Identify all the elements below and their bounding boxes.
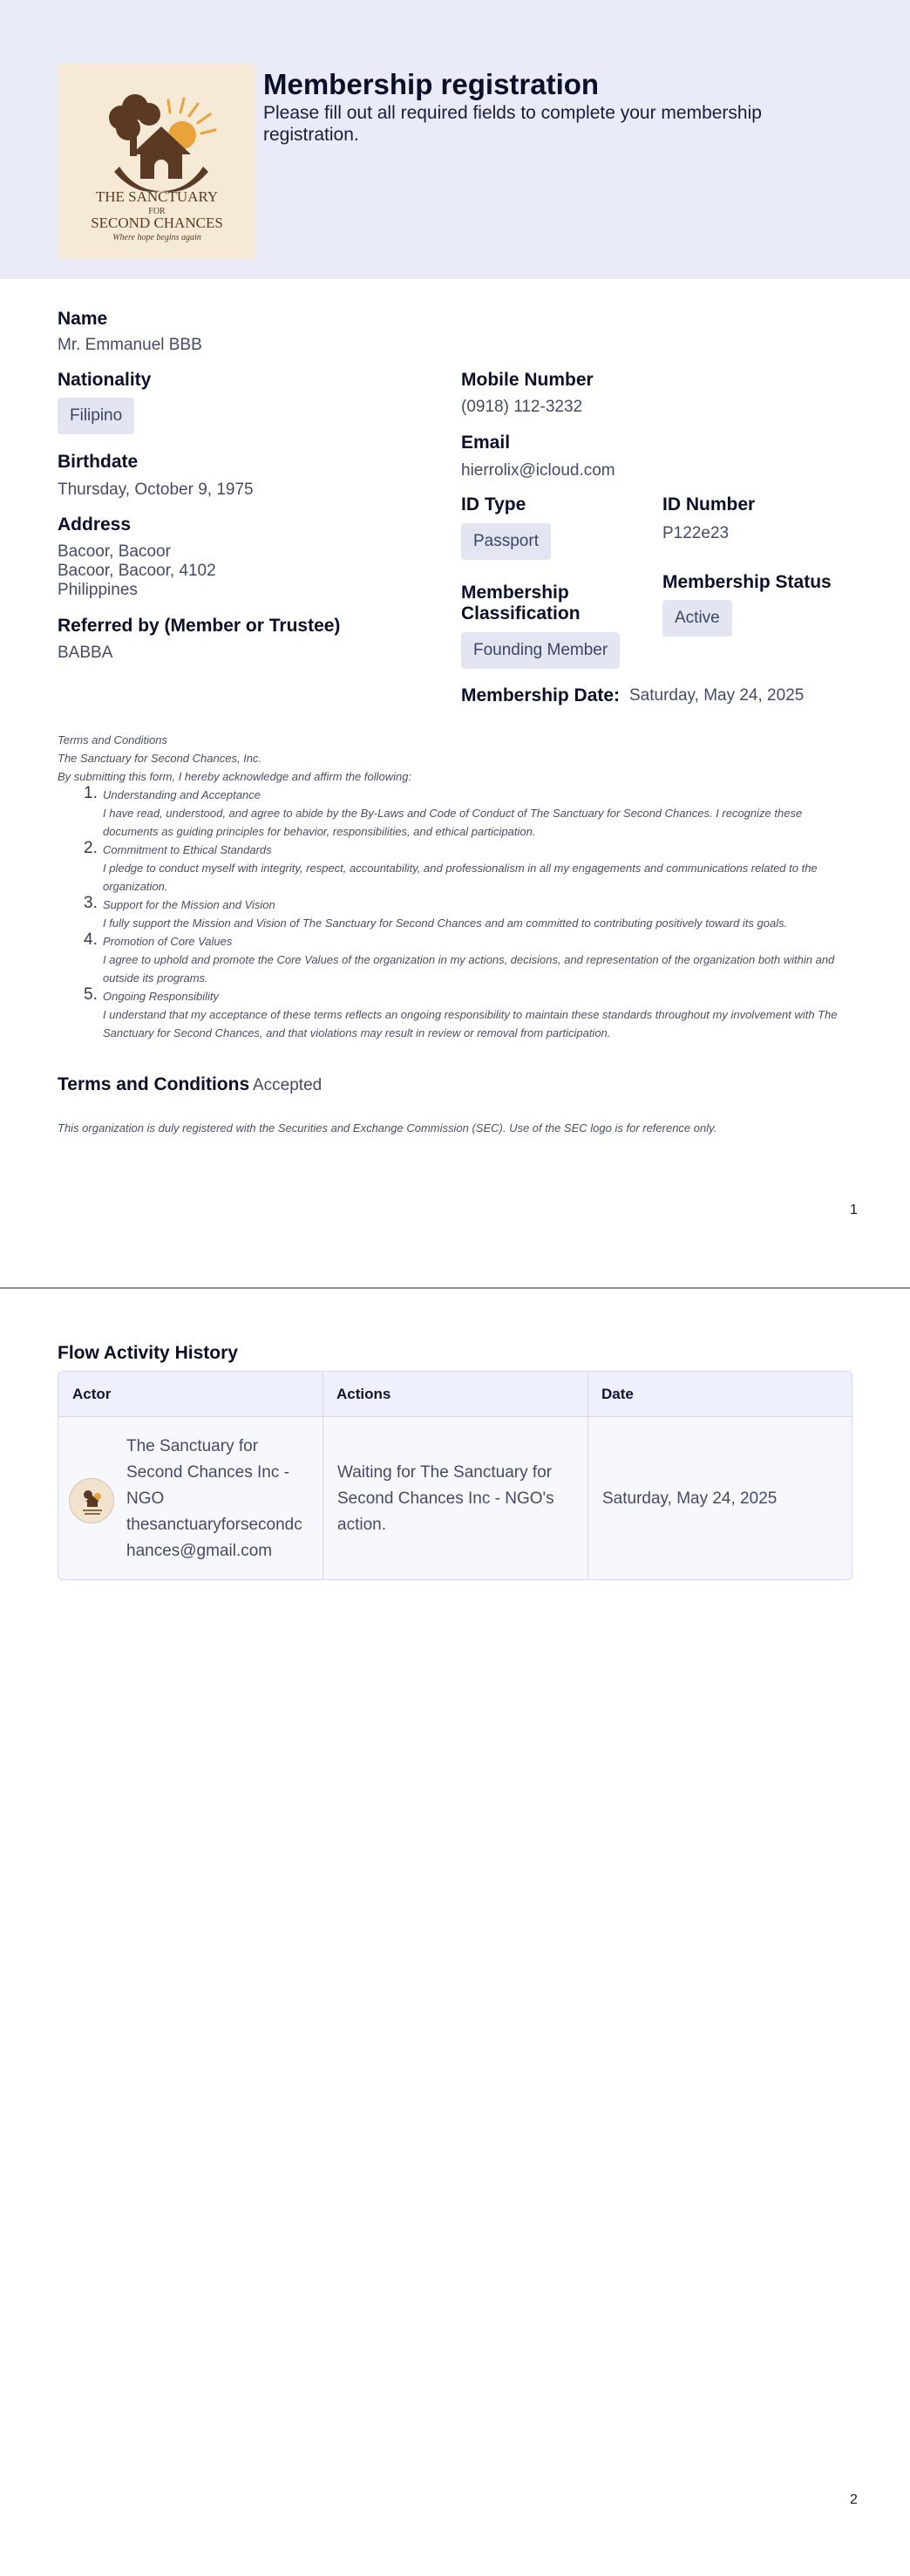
form-header (0, 0, 910, 279)
actor-name-line-3: NGO (126, 1489, 165, 1508)
classification-label-line-2: Classification (461, 603, 581, 624)
actor-name-line-1: The Sanctuary for (126, 1437, 259, 1455)
terms-item-text: I understand that my acceptance of these terms reflects an ongoing responsibility to maintain these standards throughout my involvement with The Sanctuary for Second Chances, and that violations may result in review or removal from participation. (103, 1008, 838, 1039)
sanctuary-logo-icon (58, 64, 255, 259)
terms-item (103, 987, 859, 1042)
terms-item (103, 896, 859, 932)
referred-by-label: Referred by (Member or Trustee) (58, 616, 341, 636)
terms-item (103, 932, 859, 987)
terms-status-value: Accepted (253, 1076, 323, 1094)
history-table (58, 1371, 852, 1580)
terms-item-text: I fully support the Mission and Vision of The Sanctuary for Second Chances and am committed to contributing positively toward its goals. (103, 917, 788, 930)
terms-item-text: I have read, understood, and agree to abide by the By-Laws and Code of Conduct of The Sanctuary for Second Chances. I recognize these documents as guiding principles for behavior, responsibilities, and ethical participation. (103, 807, 803, 838)
actor-name-line-2: Second Chances Inc - (126, 1463, 289, 1482)
terms-item-title: Support for the Mission and Vision (103, 898, 275, 911)
terms-org: The Sanctuary for Second Chances, Inc. (58, 752, 262, 765)
terms-list (103, 786, 859, 1042)
birthdate-label: Birthdate (58, 452, 139, 472)
membership-date-value: Saturday, May 24, 2025 (629, 686, 805, 705)
terms-heading: Terms and Conditions (58, 733, 167, 746)
terms-item-title: Commitment to Ethical Standards (103, 843, 272, 856)
page-number: 1 (850, 1203, 858, 1217)
action-line-3: action. (337, 1516, 386, 1534)
history-title: Flow Activity History (58, 1343, 238, 1363)
id-number-label: ID Number (662, 494, 756, 515)
terms-item-title: Understanding and Acceptance (103, 788, 261, 801)
actor-email-line-2: hances@gmail.com (126, 1542, 273, 1560)
address-label: Address (58, 515, 132, 535)
name-value: Mr. Emmanuel BBB (58, 336, 202, 354)
action-cell (337, 1418, 581, 1580)
organization-logo (58, 64, 255, 259)
page-title: Membership registration (263, 68, 600, 100)
classification-label-line-1: Membership (461, 583, 569, 603)
address-line-2: Bacoor, Bacoor, 4102 (58, 562, 216, 580)
action-line-2: Second Chances Inc - NGO's (337, 1489, 554, 1508)
address-line-3: Philippines (58, 581, 138, 599)
col-header-actions: Actions (323, 1372, 587, 1417)
terms-status-label: Terms and Conditions (58, 1074, 250, 1094)
terms-intro: By submitting this form, I hereby acknowledge and affirm the following: (58, 770, 412, 783)
svg-text:THE SANCTUARY: THE SANCTUARY (95, 188, 219, 205)
sanctuary-logo-icon (70, 1479, 114, 1523)
col-header-actor: Actor (58, 1372, 323, 1417)
mobile-label: Mobile Number (461, 370, 594, 390)
terms-item-title: Promotion of Core Values (103, 935, 233, 948)
terms-item-text: I pledge to conduct myself with integrity, respect, accountability, and professionalism in all my engagements and communications related to the organization. (103, 862, 818, 893)
nationality-label: Nationality (58, 370, 152, 390)
referred-by-value: BABBA (58, 644, 113, 662)
id-number-value: P122e23 (662, 524, 730, 542)
actor-cell (126, 1418, 320, 1580)
avatar (69, 1478, 114, 1523)
id-type-label: ID Type (461, 494, 526, 515)
column-divider (587, 1372, 588, 1580)
email-label: Email (461, 433, 511, 453)
status-chip: Active (662, 600, 732, 637)
action-line-1: Waiting for The Sanctuary for (337, 1463, 553, 1482)
page-1 (0, 0, 910, 1287)
svg-text:SECOND CHANCES: SECOND CHANCES (91, 215, 223, 231)
status-label: Membership Status (662, 572, 832, 592)
date-cell: Saturday, May 24, 2025 (602, 1489, 778, 1508)
svg-text:FOR: FOR (148, 207, 166, 216)
col-header-date: Date (587, 1372, 852, 1417)
terms-item (103, 786, 859, 841)
nationality-chip: Filipino (58, 398, 134, 434)
terms-item (103, 841, 859, 896)
email-value: hierrolix@icloud.com (461, 461, 615, 480)
address-line-1: Bacoor, Bacoor (58, 542, 171, 561)
page-subtitle: Please fill out all required fields to complete your membership registration. (263, 103, 762, 145)
page-number: 2 (850, 2492, 858, 2507)
page-2 (0, 1289, 910, 2576)
actor-email-line-1: thesanctuaryforsecondc (126, 1516, 302, 1534)
classification-chip: Founding Member (461, 632, 620, 669)
sec-note: This organization is duly registered with the Securities and Exchange Commission (SEC). Use of the SEC logo is for reference only. (58, 1121, 717, 1135)
mobile-value: (0918) 112-3232 (461, 398, 583, 416)
name-label: Name (58, 309, 108, 329)
terms-block (58, 731, 859, 1042)
terms-item-text: I agree to uphold and promote the Core Values of the organization in my actions, decisions, and representation of the organization both within and outside its programs. (103, 953, 835, 985)
id-type-chip: Passport (461, 523, 551, 560)
svg-text:Where hope begins again: Where hope begins again (112, 233, 201, 242)
birthdate-value: Thursday, October 9, 1975 (58, 480, 254, 499)
terms-item-title: Ongoing Responsibility (103, 990, 219, 1003)
membership-date-label: Membership Date: (461, 685, 621, 705)
